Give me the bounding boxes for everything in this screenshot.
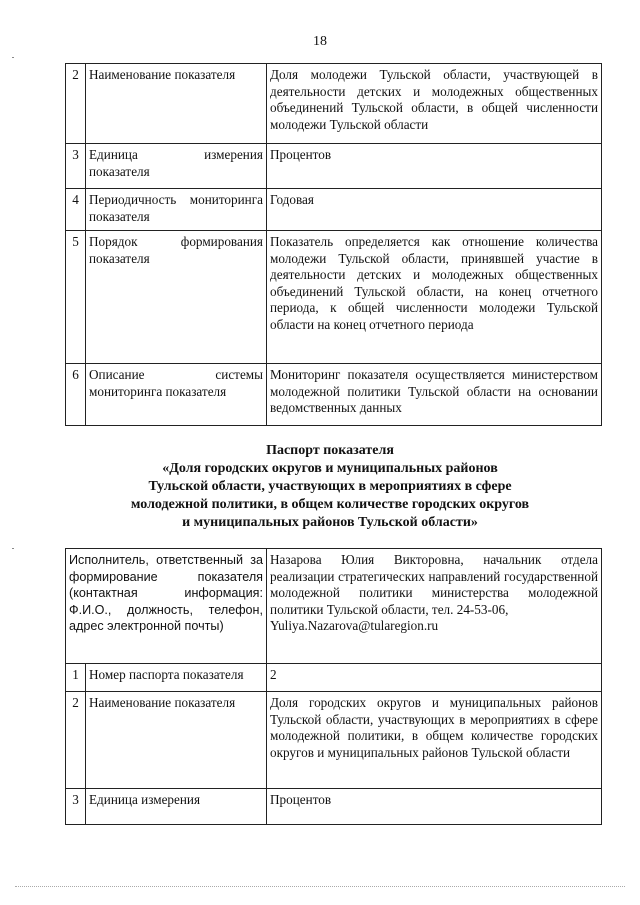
table-row: [66, 64, 602, 144]
row-value: Годовая: [267, 189, 602, 231]
passport-title-line: Тульской области, участвующих в мероприятиях в сфере: [148, 479, 512, 494]
scan-edge-marks: [15, 886, 625, 889]
margin-mark: [12, 548, 14, 549]
table-row: [66, 789, 602, 825]
executor-label: Исполнитель, ответственный за формирование показателя (контактная информация: Ф.И.О., должность, телефон, адрес электронной почты): [66, 549, 267, 664]
row-value: Мониторинг показателя осуществляется министерством молодежной политики Тульской области на основании ведомственных данных: [267, 364, 602, 426]
row-number: 3: [66, 789, 86, 825]
row-number: 6: [66, 364, 86, 426]
table-row: [66, 692, 602, 789]
indicator-table-1: [65, 63, 602, 426]
table-row: [66, 189, 602, 231]
row-label: Описание системы мониторинга показателя: [86, 364, 267, 426]
row-value: Процентов: [267, 144, 602, 189]
page-number: 18: [313, 34, 327, 49]
row-label: Единица измерения: [86, 789, 267, 825]
row-number: 3: [66, 144, 86, 189]
table-row: [66, 364, 602, 426]
row-number: 1: [66, 664, 86, 692]
table-row-executor: [66, 549, 602, 664]
executor-email: Yuliya.Nazarova@tularegion.ru: [270, 618, 439, 633]
margin-mark: [12, 57, 14, 58]
table-row: [66, 144, 602, 189]
row-label: Порядок формирования показателя: [86, 231, 267, 364]
passport-title-line: «Доля городских округов и муниципальных районов: [162, 461, 498, 476]
passport-title-line: и муниципальных районов Тульской области»: [182, 515, 478, 530]
row-number: 2: [66, 64, 86, 144]
passport-title-line: молодежной политики, в общем количестве городских округов: [130, 497, 530, 512]
row-value: Процентов: [267, 789, 602, 825]
row-number: 2: [66, 692, 86, 789]
passport-title-line: Паспорт показателя: [266, 443, 394, 458]
executor-value-text: Назарова Юлия Викторовна, начальник отдела реализации стратегических направлений государственной молодежной политики министерства молодежной политики Тульской области, тел. 24-53-06,: [270, 552, 598, 617]
indicator-table-2: [65, 548, 602, 825]
row-label: Наименование показателя: [86, 692, 267, 789]
row-number: 5: [66, 231, 86, 364]
row-value: 2: [267, 664, 602, 692]
row-label: Периодичность мониторинга показателя: [86, 189, 267, 231]
table-row: [66, 664, 602, 692]
table-row: [66, 231, 602, 364]
row-label: Номер паспорта показателя: [86, 664, 267, 692]
row-value: Доля молодежи Тульской области, участвующей в деятельности детских и молодежных общественных объединений Тульской области, в общей численности молодежи Тульской области: [267, 64, 602, 144]
row-value: Показатель определяется как отношение количества молодежи Тульской области, принявшей участие в деятельности детских и молодежных общественных объединений Тульской области, на конец отчетного периода, к общей численности молодежи Тульской области на конец отчетного периода: [267, 231, 602, 364]
row-label: Наименование показателя: [86, 64, 267, 144]
passport-title: [80, 442, 580, 532]
executor-value: [267, 549, 602, 664]
row-label: Единица измерения показателя: [86, 144, 267, 189]
row-number: 4: [66, 189, 86, 231]
row-value: Доля городских округов и муниципальных районов Тульской области, участвующих в мероприятиях в сфере молодежной политики, в общем количестве городских округов и муниципальных районов Тульской области: [267, 692, 602, 789]
